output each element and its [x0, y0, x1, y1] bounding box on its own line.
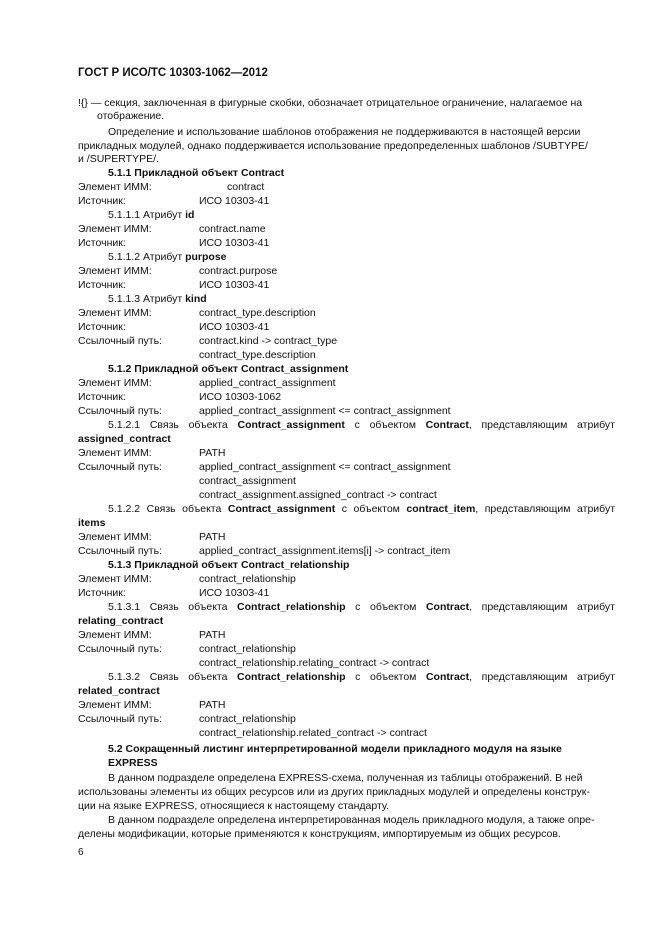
page-number: 6	[78, 847, 84, 858]
value-path-line-2: contract_assignment	[199, 475, 296, 487]
value-path-line-2: contract_relationship.relating_contract -> contract	[199, 657, 430, 669]
label-path: Ссылочный путь:	[78, 461, 162, 473]
label-element: Элемент ИММ:	[78, 699, 152, 711]
value-path-line-3: contract_assignment.assigned_contract -> contract	[199, 489, 437, 501]
value-element: PATH	[199, 629, 226, 641]
label-path: Ссылочный путь:	[78, 713, 162, 725]
label-element: Элемент ИММ:	[78, 573, 152, 585]
section-5-2-p2-line-2: делены модификации, которые применяются к конструкциям, импортируемым из общих ресурсов.	[78, 828, 561, 840]
label-path: Ссылочный путь:	[78, 545, 162, 557]
value-source: ИСО 10303-41	[199, 195, 270, 207]
value-element: contract_relationship	[199, 573, 296, 585]
relation-attribute-name: assigned_contract	[78, 433, 171, 445]
label-element: Элемент ИММ:	[78, 531, 152, 543]
label-source: Источник:	[78, 195, 126, 207]
value-element: contract_type.description	[199, 307, 316, 319]
label-path: Ссылочный путь:	[78, 335, 162, 347]
attribute-kind-title: 5.1.1.3 Атрибут kind	[108, 293, 207, 305]
intro-p2-line-1: Определение и использование шаблонов отображения не поддерживаются в настоящей версии	[108, 126, 581, 138]
section-5-2-p1-line-3: ции на языке EXPRESS, относящиеся к настоящему стандарту.	[78, 800, 390, 812]
label-element: Элемент ИММ:	[78, 223, 152, 235]
value-path-line-1: contract_relationship	[199, 643, 296, 655]
label-element: Элемент ИММ:	[78, 307, 152, 319]
label-source: Источник:	[78, 237, 126, 249]
label-source: Источник:	[78, 279, 126, 291]
section-5-2-p1-line-2: использованы элементы из общих ресурсов или из других прикладных модулей и определены конструк-	[78, 786, 590, 798]
value-path-line-1: contract_relationship	[199, 713, 296, 725]
value-path-line-2: contract_relationship.related_contract -> contract	[199, 727, 427, 739]
value-element: PATH	[199, 531, 226, 543]
relation-5-1-3-2-title: 5.1.3.2 Связь объекта Contract_relationship с объектом Contract, представляющим атрибут	[108, 671, 615, 683]
label-element: Элемент ИММ:	[78, 265, 152, 277]
section-5-2-p1-line-1: В данном подразделе определена EXPRESS-схема, полученная из таблицы отображений. В ней	[108, 772, 583, 784]
value-path: applied_contract_assignment <= contract_assignment	[199, 405, 451, 417]
relation-5-1-3-1-title: 5.1.3.1 Связь объекта Contract_relationship с объектом Contract, представляющим атрибут	[108, 601, 615, 613]
value-element: contract.name	[199, 223, 266, 235]
value-source: ИСО 10303-1062	[199, 391, 282, 403]
value-path-line-1: contract.kind -> contract_type	[199, 335, 338, 347]
intro-line-1-cont: отображение.	[97, 110, 165, 122]
section-5-1-2-title: 5.1.2 Прикладной объект Contract_assignment	[108, 363, 349, 375]
value-source: ИСО 10303-41	[199, 321, 270, 333]
section-5-1-3-title: 5.1.3 Прикладной объект Contract_relationship	[108, 559, 350, 571]
intro-p2-line-2: прикладных модулей, однако поддерживается использование предопределенных шаблонов /SUBTYPE/	[78, 140, 588, 152]
value-element: applied_contract_assignment	[199, 377, 336, 389]
label-element: Элемент ИММ:	[78, 181, 152, 193]
section-5-1-1-title: 5.1.1 Прикладной объект Contract	[108, 167, 285, 179]
label-element: Элемент ИММ:	[78, 377, 152, 389]
section-5-2-title-line-1: 5.2 Сокращенный листинг интерпретированной модели прикладного модуля на языке	[108, 743, 562, 755]
relation-attribute-name: items	[78, 517, 106, 529]
label-path: Ссылочный путь:	[78, 405, 162, 417]
value-path-line-2: contract_type.description	[199, 349, 316, 361]
value-element: PATH	[199, 447, 226, 459]
label-path: Ссылочный путь:	[78, 643, 162, 655]
label-source: Источник:	[78, 587, 126, 599]
label-element: Элемент ИММ:	[78, 629, 152, 641]
attribute-id-title: 5.1.1.1 Атрибут id	[108, 209, 195, 221]
label-element: Элемент ИММ:	[78, 447, 152, 459]
label-source: Источник:	[78, 321, 126, 333]
section-5-2-p2-line-1: В данном подразделе определена интерпретированная модель прикладного модуля, а также опре-	[108, 814, 595, 826]
value-path-line-1: applied_contract_assignment <= contract_assignment	[199, 461, 451, 473]
attribute-purpose-title: 5.1.1.2 Атрибут purpose	[108, 251, 227, 263]
intro-p2-line-3: и /SUPERTYPE/.	[78, 153, 159, 165]
value-element: contract	[227, 181, 265, 193]
relation-5-1-2-1-title: 5.1.2.1 Связь объекта Contract_assignment с объектом Contract, представляющим атрибут	[108, 419, 615, 431]
value-source: ИСО 10303-41	[199, 279, 270, 291]
label-source: Источник:	[78, 391, 126, 403]
value-source: ИСО 10303-41	[199, 237, 270, 249]
intro-line-1: !{} — секция, заключенная в фигурные скобки, обозначает отрицательное ограничение, налагаемое на	[78, 97, 583, 109]
section-5-2-title-line-2: EXPRESS	[108, 757, 158, 769]
relation-attribute-name: related_contract	[78, 685, 160, 697]
document-header: ГОСТ Р ИСО/ТС 10303-1062—2012	[78, 67, 268, 79]
relation-5-1-2-2-title: 5.1.2.2 Связь объекта Contract_assignment с объектом contract_item, представляющим атрибут	[108, 503, 616, 515]
value-path: applied_contract_assignment.items[i] -> contract_item	[199, 545, 451, 557]
value-element: contract.purpose	[199, 265, 278, 277]
value-source: ИСО 10303-41	[199, 587, 270, 599]
relation-attribute-name: relating_contract	[78, 615, 164, 627]
value-element: PATH	[199, 699, 226, 711]
